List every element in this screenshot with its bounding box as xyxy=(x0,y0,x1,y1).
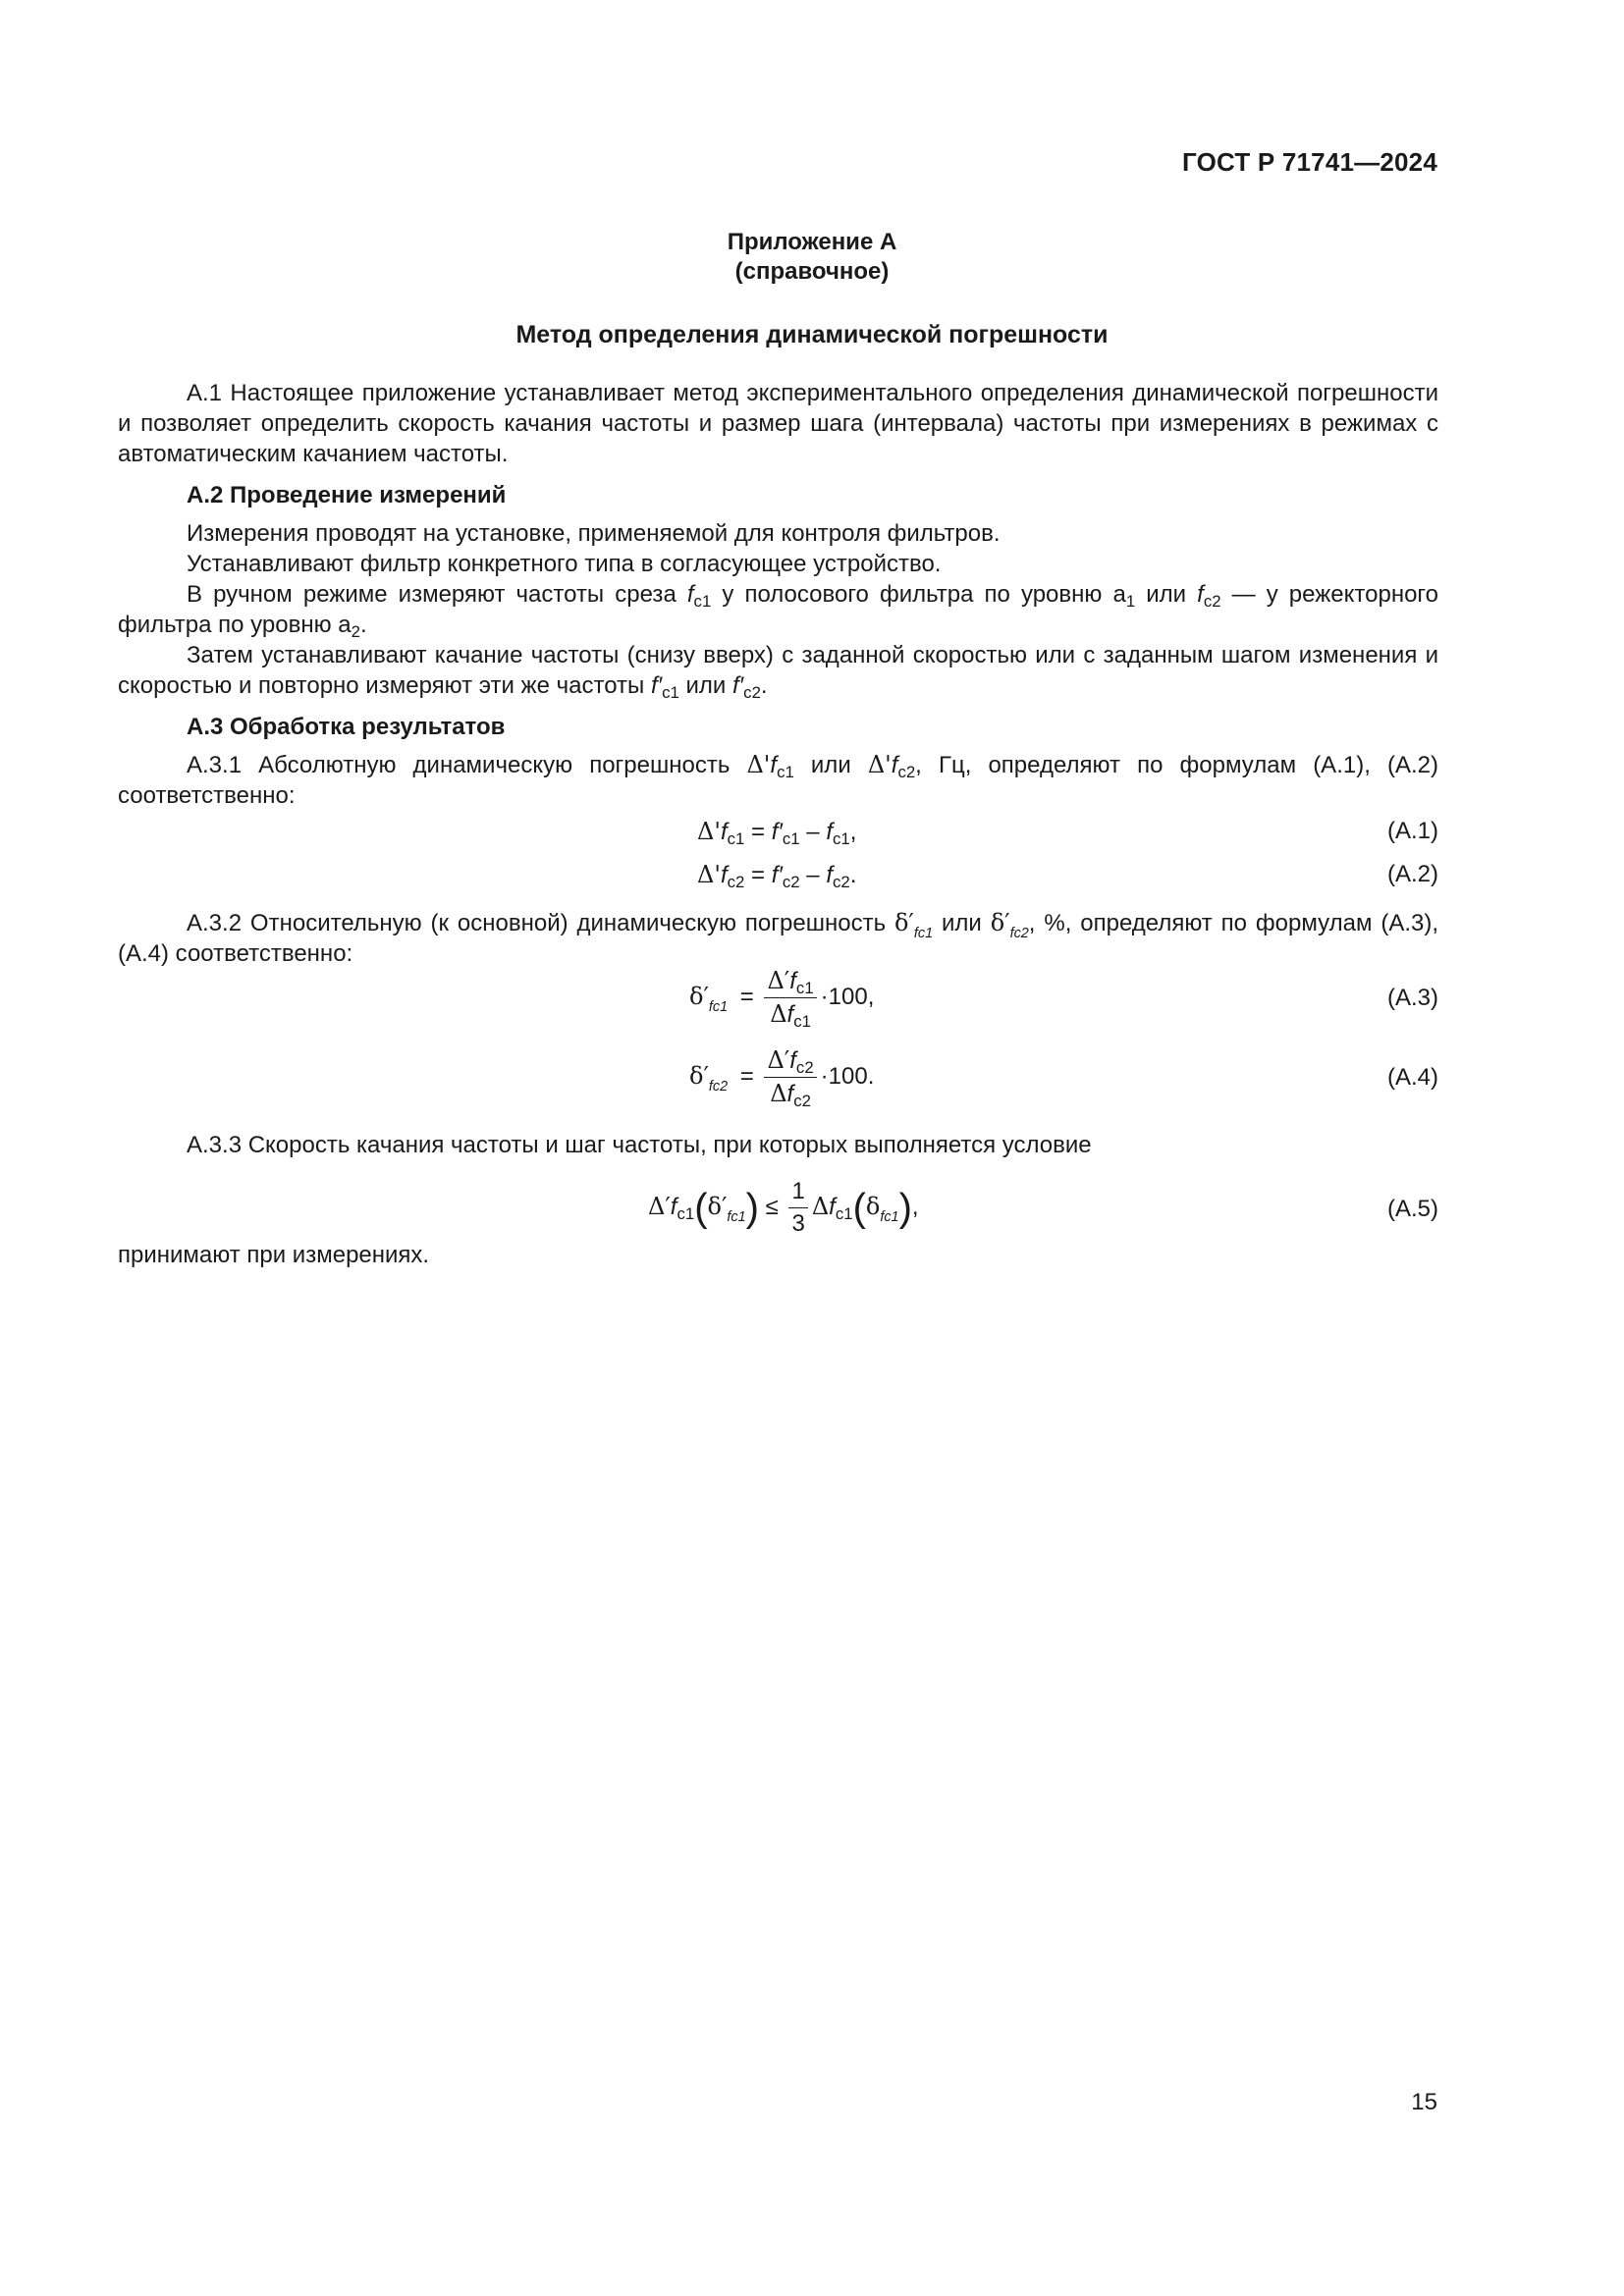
fraction-a3: $\frac{\Delta'f_{c1}}{\Delta f_{c1}}$ xyxy=(764,967,816,1029)
equation-a1-body: $\Delta'f_{c1} = f'_{c1} - f_{c1}$, xyxy=(697,818,857,848)
equation-a3-body: $\delta'_{fc1}$ = $\frac{\Delta'f_{c1}}{\Delta f_{c1}}$ ·100, xyxy=(689,967,875,1031)
body-block-1 xyxy=(118,378,1438,811)
equation-a5-body: $\Delta'f_{c1}(\delta'_{fc1})$ ≤ $\frac{1}{3}$ $\Delta f_{c1}(\delta_{fc1})$, xyxy=(648,1178,919,1237)
equation-number-a5: (А.5) xyxy=(1386,1196,1438,1222)
equation-a4-body: $\delta'_{fc2}$ = $\frac{\Delta'f_{c2}}{\Delta f_{c2}}$ ·100. xyxy=(689,1046,875,1110)
appendix-heading: Метод определения динамической погрешности xyxy=(515,321,1109,348)
appendix-title: Приложение А xyxy=(727,229,897,255)
equation-a2 xyxy=(118,861,1438,900)
paragraph-a1: А.1 Настоящее приложение устанавливает метод экспериментального определения динамической погрешности и позволяет определить скорость качания частоты и размер шага (интервала) частоты при измерениях в режимах с автоматическим качанием частоты. xyxy=(118,380,1438,467)
heading-a3: А.3 Обработка результатов xyxy=(187,714,506,740)
body-block-4 xyxy=(118,1240,1438,1270)
document-code: ГОСТ Р 71741—2024 xyxy=(1182,147,1437,177)
fraction-a4: $\frac{\Delta'f_{c2}}{\Delta f_{c2}}$ xyxy=(764,1046,816,1108)
body-block-3 xyxy=(118,1130,1438,1160)
equation-a3 xyxy=(118,967,1438,1036)
equation-number-a2: (А.2) xyxy=(1386,861,1438,887)
paragraph-a2-3: В ручном режиме измеряют частоты среза $f_{c1}$ у полосового фильтра по уровню $а_1$ или $f_{c2}$ — у режекторного фильтра по уровню $а_2$. xyxy=(118,581,1438,641)
equation-a4 xyxy=(118,1046,1438,1115)
equation-a5 xyxy=(118,1178,1438,1247)
equation-number-a4: (А.4) xyxy=(1386,1064,1438,1091)
paragraph-a3-4: принимают при измерениях. xyxy=(118,1242,430,1268)
equation-number-a3: (А.3) xyxy=(1386,985,1438,1011)
paragraph-a3-2: А.3.2 Относительную (к основной) динамическую погрешность $\delta'_{fc1}$ или $\delta'_{fc2}$, %, определяют по формулам (А.3), (А.4) соответственно: xyxy=(118,909,1439,967)
page-number: 15 xyxy=(1411,2089,1437,2115)
paragraph-a2-2: Устанавливают фильтр конкретного типа в согласующее устройство. xyxy=(187,551,942,577)
equation-number-a1: (А.1) xyxy=(1386,818,1438,844)
paragraph-a3-3: А.3.3 Скорость качания частоты и шаг частоты, при которых выполняется условие xyxy=(187,1132,1092,1158)
paragraph-a3-1: А.3.1 Абсолютную динамическую погрешность $\Delta'f_{c1}$ или $\Delta'f_{c2}$, Гц, определяют по формулам (А.1), (А.2) соответственно: xyxy=(118,751,1438,809)
paragraph-a2-1: Измерения проводят на установке, применяемой для контроля фильтров. xyxy=(187,520,1001,547)
fraction-a5: $\frac{1}{3}$ xyxy=(788,1178,807,1238)
body-block-2 xyxy=(118,908,1438,969)
equation-a1 xyxy=(118,818,1438,857)
paragraph-a2-4: Затем устанавливают качание частоты (снизу вверх) с заданной скоростью или с заданным шагом изменения и скоростью и повторно измеряют эти же частоты $f'_{c1}$ или $f'_{c2}$. xyxy=(118,642,1438,702)
heading-a2: А.2 Проведение измерений xyxy=(187,482,507,508)
equation-a2-body: $\Delta'f_{c2} = f'_{c2} - f_{c2}$. xyxy=(697,861,857,891)
appendix-type: (справочное) xyxy=(734,258,890,285)
